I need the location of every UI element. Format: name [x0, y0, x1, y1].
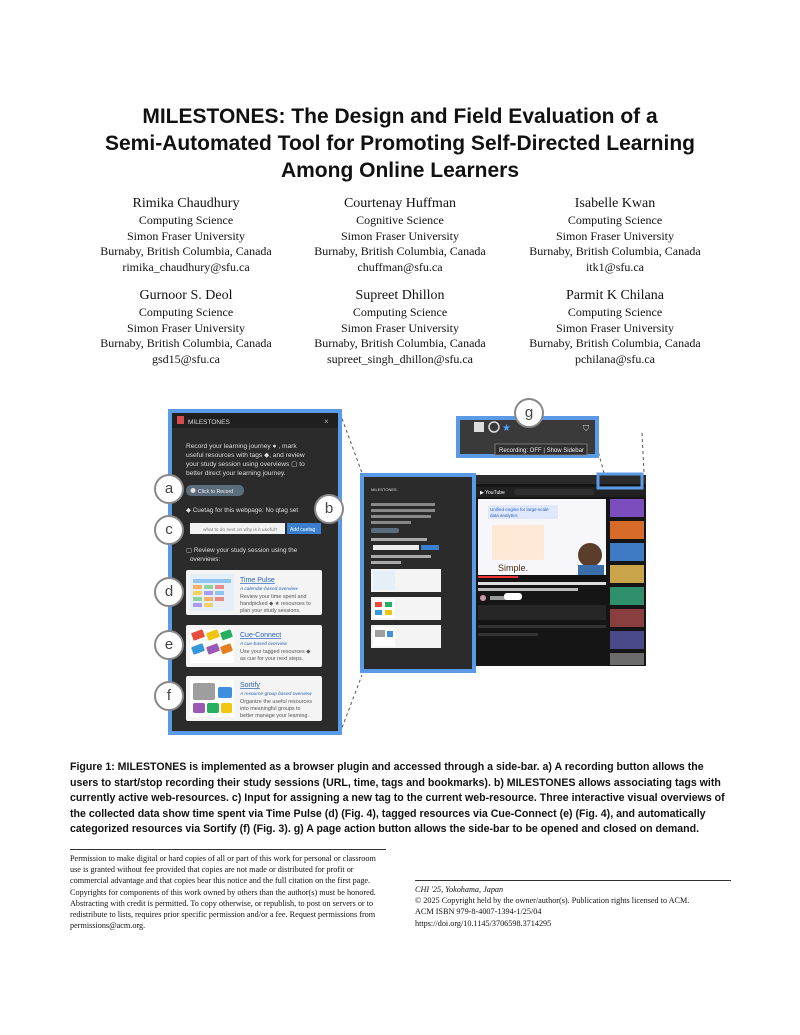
sortify-desc-1: Organize the useful resources	[240, 699, 312, 705]
acm-info	[415, 884, 733, 929]
author-block	[495, 287, 735, 367]
panel-intro-3: your study session using overviews ▢ to	[186, 461, 305, 468]
author-dept: Computing Science	[567, 213, 663, 227]
author-email[interactable]: itk1@sfu.ca	[585, 259, 645, 274]
shield-icon[interactable]: ⛉	[583, 424, 589, 433]
subscribe-button[interactable]	[504, 593, 522, 600]
author-location: Burnaby, British Columbia, Canada	[529, 244, 701, 259]
author-org: Simon Fraser University	[127, 320, 245, 335]
panel-intro-2: useful resources with tags ◆, and review	[186, 452, 305, 459]
sortify-thumbnail	[190, 680, 234, 717]
acm-rule	[415, 880, 731, 881]
recording-tooltip-text: Recording: OFF | Show Sidebar	[499, 448, 584, 454]
footnote-rule	[70, 849, 386, 850]
permission-notice: Permission to make digital or hard copies of all or part of this work for personal or classroom use is granted without fee provided that copies are not made or distributed for profit or commercial advantage and that copies bear this notice and the full citation on the first page. Copyrights for components of this work owned by others than the author(s) must be honored. Abstracting with credit is permitted. To copy otherwise, or republish, to post on servers or to redistribute to lists, requires prior specific permission and/or a fee. Request permissions from permissions@acm.org.	[70, 854, 376, 931]
author-location: Burnaby, British Columbia, Canada	[100, 336, 272, 351]
author-name: Rimika Chaudhury	[132, 196, 240, 211]
sidebar-panel-large	[170, 411, 340, 733]
figure-1	[0, 395, 800, 740]
tag-input-placeholder: what to do next on why is it useful?	[203, 528, 278, 533]
time-pulse-desc-2: handpicked ◆ ★ resources to	[240, 601, 311, 607]
panel-intro-1: Record your learning journey ● , mark	[186, 443, 297, 450]
author-email[interactable]: gsd15@sfu.ca	[151, 351, 221, 366]
extension-icon[interactable]	[474, 422, 484, 432]
title-line-2: Semi-Automated Tool for Promoting Self-Directed Learning	[105, 132, 695, 155]
author-email[interactable]: pchilana@sfu.ca	[574, 351, 655, 366]
milestones-logo-icon	[177, 416, 184, 424]
author-dept: Computing Science	[567, 305, 663, 319]
author-name: Gurnoor S. Deol	[139, 288, 233, 303]
venue: CHI '25, Yokohama, Japan	[415, 885, 504, 894]
author-org: Simon Fraser University	[127, 228, 245, 243]
small-panel-title: MILESTONES	[371, 487, 397, 492]
label-a-badge: a	[154, 474, 184, 504]
review-label-2: overviews:	[190, 556, 221, 563]
author-block	[280, 287, 520, 367]
time-pulse-title[interactable]: Time Pulse	[240, 577, 275, 584]
time-pulse-thumbnail	[190, 574, 234, 611]
author-name: Supreet Dhillon	[355, 288, 445, 303]
author-email[interactable]: rimika_chaudhury@sfu.ca	[122, 259, 250, 274]
author-name: Parmit K Chilana	[566, 288, 664, 303]
sortify-title[interactable]: Sortify	[240, 682, 260, 689]
record-icon	[191, 488, 196, 493]
title-line-1: MILESTONES: The Design and Field Evaluation of a	[142, 105, 658, 128]
time-pulse-desc-1: Review your time spent and	[240, 594, 307, 600]
zoom-connector	[340, 413, 362, 473]
author-org: Simon Fraser University	[556, 228, 674, 243]
paper-title	[0, 103, 800, 184]
label-d-badge: d	[154, 577, 184, 607]
author-block	[280, 195, 520, 275]
author-name: Isabelle Kwan	[574, 196, 656, 211]
label-c-badge: c	[154, 515, 184, 545]
isbn: ACM ISBN 979-8-4007-1394-1/25/04	[415, 907, 542, 917]
sortify-desc-3: better manage your learning.	[240, 713, 309, 719]
author-location: Burnaby, British Columbia, Canada	[100, 244, 272, 259]
author-location: Burnaby, British Columbia, Canada	[314, 336, 486, 351]
figure-illustration	[0, 395, 800, 740]
author-org: Simon Fraser University	[341, 320, 459, 335]
close-icon[interactable]: ×	[324, 417, 329, 426]
author-email[interactable]: supreet_singh_dhillon@sfu.ca	[326, 351, 474, 366]
sortify-desc-2: into meaningful groups to	[240, 706, 301, 712]
sidebar-panel-small	[362, 475, 474, 671]
cue-connect-desc-1: Use your tagged resources ◆	[240, 649, 311, 655]
author-org: Simon Fraser University	[341, 228, 459, 243]
site-logo: ▶ YouTube	[480, 490, 505, 496]
cue-connect-title[interactable]: Cue-Connect	[240, 632, 282, 639]
panel-intro-4: better direct your learning journey.	[186, 470, 286, 477]
author-name: Courtenay Huffman	[343, 196, 457, 211]
author-block	[495, 195, 735, 275]
author-location: Burnaby, British Columbia, Canada	[314, 244, 486, 259]
review-label-1: ▢ Review your study session using the	[186, 547, 298, 554]
label-e-badge: e	[154, 630, 184, 660]
zoom-connector	[340, 675, 362, 733]
add-cuetag-label: Add cuetag	[290, 527, 316, 533]
cue-connect-subtitle: A cue-based overview	[240, 642, 288, 647]
author-dept: Computing Science	[138, 213, 234, 227]
time-pulse-subtitle: A calendar-based overview	[240, 587, 298, 592]
doi-link[interactable]: https://doi.org/10.1145/3706598.3714295	[415, 918, 552, 928]
figure-caption: Figure 1: MILESTONES is implemented as a browser plugin and accessed through a side-bar. a) A recording button allows the users to start/stop recording their study sessions (URL, time, tags and bookmarks). b) MILESTONES allows associating tags with currently active web-resources. c) Input for assigning a new tag to the current web-resource. Three interactive visual overviews of the collected data show time spent via Time Pulse (d) (Fig. 4), tagged resources via Cue-Connect (e) (Fig. 4), and automatically categorized resources via Sortify (f) (Fig. 3). g) A page action button allows the side-bar to be opened and closed on demand.	[70, 761, 725, 836]
panel-title: MILESTONES	[188, 419, 230, 426]
video-card-2: data analytics	[490, 513, 518, 518]
video-overlay-text: Simple.	[498, 563, 529, 573]
zoom-connector	[642, 433, 644, 473]
copyright: © 2025 Copyright held by the owner/author(s). Publication rights licensed to ACM.	[415, 896, 690, 906]
author-location: Burnaby, British Columbia, Canada	[529, 336, 701, 351]
label-b-badge: b	[314, 494, 344, 524]
author-block	[66, 287, 306, 367]
author-dept: Cognitive Science	[356, 213, 444, 227]
site-search[interactable]	[514, 489, 594, 495]
star-icon[interactable]: ★	[502, 423, 511, 434]
cuetag-status: ◆ Cuetag for this webpage: No qtag set	[186, 507, 299, 514]
author-dept: Computing Science	[138, 305, 234, 319]
label-g-badge: g	[514, 398, 544, 428]
author-email[interactable]: chuffman@sfu.ca	[357, 259, 443, 274]
title-line-3: Among Online Learners	[280, 159, 520, 182]
video-card-1: Unified engine for large-scale	[490, 507, 549, 512]
author-org: Simon Fraser University	[556, 320, 674, 335]
cue-connect-desc-2: as cue for your next steps.	[240, 656, 304, 662]
sortify-subtitle: A resource-group based overview	[240, 692, 312, 697]
author-block	[66, 195, 306, 275]
cue-connect-thumbnail	[190, 629, 234, 663]
author-dept: Computing Science	[352, 305, 448, 319]
time-pulse-desc-3: plan your study sessions.	[240, 608, 301, 614]
label-f-badge: f	[154, 681, 184, 711]
record-button-label: Click to Record	[198, 489, 234, 495]
